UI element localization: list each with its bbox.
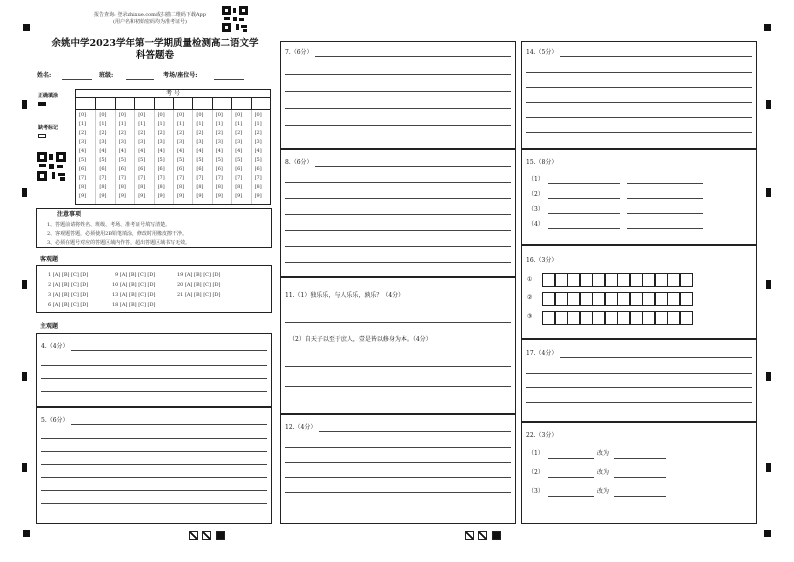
name-field[interactable] (62, 79, 92, 80)
objective-item[interactable]: 6 [A] [B] [C] [D] (48, 302, 89, 308)
exam-digit-bubble[interactable]: [0] (196, 112, 204, 118)
notes-item: 1、答题前请将姓名、班级、考场、准考证号填写清楚。 (47, 222, 171, 228)
q8-box[interactable] (280, 149, 516, 277)
q22-label: 22.（3分） (526, 432, 558, 439)
q16-char-cell[interactable] (555, 273, 568, 287)
exam-digit-bubble[interactable]: [7] (235, 175, 243, 181)
q16-item: ③ (527, 313, 533, 320)
q16-char-cell[interactable] (680, 273, 693, 287)
exam-digit-bubble[interactable]: [7] (99, 175, 107, 181)
q5-label: 5.（6分） (41, 417, 69, 424)
exam-digit-bubble[interactable]: [9] (177, 193, 185, 199)
q16-char-cell[interactable] (630, 273, 643, 287)
q4-box[interactable] (36, 333, 272, 407)
exam-digit-bubble[interactable]: [1] (177, 121, 185, 127)
q16-label: 16.（3分） (526, 257, 558, 264)
exam-digit-bubble[interactable]: [7] (196, 175, 204, 181)
exam-digit-bubble[interactable]: [8] (177, 184, 185, 190)
q16-char-cell[interactable] (542, 292, 555, 306)
q15-box[interactable] (521, 149, 757, 245)
exam-digit-bubble[interactable]: [8] (235, 184, 243, 190)
exam-digit-bubble[interactable]: [4] (118, 148, 126, 154)
q16-char-cell[interactable] (630, 311, 643, 325)
q16-char-cell[interactable] (642, 273, 655, 287)
exam-digit-bubble[interactable]: [9] (215, 193, 223, 199)
q16-char-cell[interactable] (617, 292, 630, 306)
exam-number-column (154, 110, 173, 204)
exam-digit-bubble[interactable]: [2] (196, 130, 204, 136)
q15-label: 15.（8分） (526, 159, 558, 166)
q17-label: 17.（4分） (526, 350, 558, 357)
exam-digit-bubble[interactable]: [7] (177, 175, 185, 181)
class-field[interactable] (126, 79, 154, 80)
exam-digit-bubble[interactable]: [4] (254, 148, 262, 154)
exam-digit-bubble[interactable]: [2] (79, 130, 87, 136)
exam-number-column (192, 110, 211, 204)
exam-number-column (134, 110, 153, 204)
q16-char-cell[interactable] (555, 292, 568, 306)
exam-number-column (173, 110, 192, 204)
q16-char-cell[interactable] (605, 311, 618, 325)
exam-digit-bubble[interactable]: [4] (235, 148, 243, 154)
timing-mark (22, 100, 27, 109)
exam-digit-bubble[interactable]: [7] (157, 175, 165, 181)
exam-digit-bubble[interactable]: [2] (99, 130, 107, 136)
exam-digit-bubble[interactable]: [5] (157, 157, 165, 163)
exam-digit-bubble[interactable]: [1] (215, 121, 223, 127)
exam-digit-bubble[interactable]: [3] (196, 139, 204, 145)
timing-mark (766, 100, 771, 109)
exam-digit-bubble[interactable]: [6] (177, 166, 185, 172)
exam-number-cell[interactable] (212, 98, 213, 110)
exam-digit-bubble[interactable]: [0] (235, 112, 243, 118)
objective-title: 客观题 (40, 256, 59, 263)
objective-item[interactable]: 18 [A] [B] [C] [D] (112, 302, 156, 308)
exam-digit-bubble[interactable]: [4] (177, 148, 185, 154)
exam-digit-bubble[interactable]: [1] (157, 121, 165, 127)
exam-digit-bubble[interactable]: [3] (138, 139, 146, 145)
exam-digit-bubble[interactable]: [1] (118, 121, 126, 127)
exam-digit-bubble[interactable]: [9] (196, 193, 204, 199)
exam-number-cell[interactable] (134, 98, 135, 110)
q22-change: 改为 (597, 469, 610, 476)
exam-number-column (115, 110, 134, 204)
exam-number-cell[interactable] (251, 98, 252, 110)
q15-item: （2） (528, 191, 544, 198)
name-label: 姓名: (37, 72, 52, 79)
exam-digit-bubble[interactable]: [3] (235, 139, 243, 145)
exam-digit-bubble[interactable]: [1] (79, 121, 87, 127)
q8-label: 8.（6分） (285, 159, 313, 166)
q11b-label: （2）自天子以至于庶人，壹是皆以修身为本。（4分） (289, 336, 432, 343)
exam-digit-bubble[interactable]: [6] (157, 166, 165, 172)
absent-checkbox[interactable] (38, 134, 46, 138)
q16-char-cell[interactable] (592, 311, 605, 325)
exam-digit-bubble[interactable]: [9] (254, 193, 262, 199)
objective-item[interactable]: 19 [A] [B] [C] [D] (177, 272, 221, 278)
q16-char-cell[interactable] (567, 311, 580, 325)
exam-digit-bubble[interactable]: [2] (177, 130, 185, 136)
objective-item[interactable]: 21 [A] [B] [C] [D] (177, 292, 221, 298)
exam-digit-bubble[interactable]: [4] (157, 148, 165, 154)
q14-label: 14.（5分） (526, 49, 558, 56)
exam-number-column (212, 110, 231, 204)
exam-digit-bubble[interactable]: [1] (196, 121, 204, 127)
exam-digit-bubble[interactable]: [0] (177, 112, 185, 118)
exam-digit-bubble[interactable]: [5] (79, 157, 87, 163)
exam-number-cell[interactable] (173, 98, 174, 110)
notes-item: 2、客观题答题，必须使用2B铅笔填涂，修改时用橡皮擦干净。 (47, 231, 188, 237)
q16-char-cell[interactable] (592, 273, 605, 287)
exam-number-column (95, 110, 114, 204)
exam-digit-bubble[interactable]: [4] (79, 148, 87, 154)
exam-digit-bubble[interactable]: [5] (118, 157, 126, 163)
q4-label: 4.（4分） (41, 343, 69, 350)
q16-char-cell[interactable] (567, 273, 580, 287)
exam-digit-bubble[interactable]: [0] (215, 112, 223, 118)
exam-digit-bubble[interactable]: [0] (157, 112, 165, 118)
exam-digit-bubble[interactable]: [3] (157, 139, 165, 145)
exam-digit-bubble[interactable]: [0] (79, 112, 87, 118)
exam-digit-bubble[interactable]: [2] (235, 130, 243, 136)
q16-char-cell[interactable] (667, 292, 680, 306)
exam-digit-bubble[interactable]: [7] (138, 175, 146, 181)
q11a-label: 11.（1）独乐乐，与人乐乐，孰乐？（4分） (285, 292, 405, 299)
q16-box[interactable] (521, 245, 757, 339)
q16-char-cell[interactable] (680, 292, 693, 306)
exam-number-label: 考 号 (76, 90, 270, 98)
q5-box[interactable] (36, 407, 272, 524)
exam-digit-bubble[interactable]: [3] (79, 139, 87, 145)
exam-digit-bubble[interactable]: [2] (254, 130, 262, 136)
q16-char-cell[interactable] (655, 292, 668, 306)
exam-digit-bubble[interactable]: [7] (79, 175, 87, 181)
exam-digit-bubble[interactable]: [6] (138, 166, 146, 172)
exam-digit-bubble[interactable]: [2] (215, 130, 223, 136)
exam-digit-bubble[interactable]: [0] (118, 112, 126, 118)
q16-char-cell[interactable] (580, 311, 593, 325)
class-label: 班级: (99, 72, 114, 79)
objective-item[interactable]: 9 [A] [B] [C] [D] (115, 272, 156, 278)
q12-label: 12.（4分） (285, 424, 317, 431)
room-field[interactable] (214, 79, 244, 80)
q16-char-cell[interactable] (592, 292, 605, 306)
exam-digit-bubble[interactable]: [5] (196, 157, 204, 163)
exam-digit-bubble[interactable]: [8] (157, 184, 165, 190)
exam-digit-bubble[interactable]: [4] (138, 148, 146, 154)
q16-char-cell[interactable] (680, 311, 693, 325)
exam-digit-bubble[interactable]: [3] (254, 139, 262, 145)
objective-item[interactable]: 20 [A] [B] [C] [D] (177, 282, 221, 288)
exam-digit-bubble[interactable]: [1] (99, 121, 107, 127)
q7-box[interactable] (280, 41, 516, 149)
timing-mark (22, 188, 27, 197)
exam-digit-bubble[interactable]: [7] (254, 175, 262, 181)
absent-label: 缺考标记 (38, 125, 59, 131)
page-title: 余姚中学2023学年第一学期质量检测高二语文学 (51, 38, 259, 49)
exam-digit-bubble[interactable]: [8] (99, 184, 107, 190)
page-mark-left (189, 531, 229, 541)
exam-digit-bubble[interactable]: [5] (177, 157, 185, 163)
exam-number-column (76, 110, 95, 204)
exam-digit-bubble[interactable]: [2] (138, 130, 146, 136)
timing-mark (766, 372, 771, 381)
exam-digit-bubble[interactable]: [0] (138, 112, 146, 118)
exam-digit-bubble[interactable]: [8] (118, 184, 126, 190)
exam-digit-bubble[interactable]: [8] (138, 184, 146, 190)
corner-mark-bl (23, 530, 30, 537)
exam-digit-bubble[interactable]: [1] (235, 121, 243, 127)
exam-digit-bubble[interactable]: [6] (235, 166, 243, 172)
q15-item: （3） (528, 206, 544, 213)
exam-number-cell[interactable] (231, 98, 232, 110)
q16-char-cell[interactable] (580, 292, 593, 306)
objective-item[interactable]: 1 [A] [B] [C] [D] (48, 272, 89, 278)
q16-char-cell[interactable] (542, 273, 555, 287)
corner-mark-br (764, 530, 771, 537)
exam-digit-bubble[interactable]: [6] (196, 166, 204, 172)
exam-digit-bubble[interactable]: [6] (254, 166, 262, 172)
exam-digit-bubble[interactable]: [9] (118, 193, 126, 199)
q16-char-cell[interactable] (617, 273, 630, 287)
q16-char-cell[interactable] (642, 292, 655, 306)
exam-digit-bubble[interactable]: [8] (79, 184, 87, 190)
exam-digit-bubble[interactable]: [5] (215, 157, 223, 163)
timing-mark (22, 463, 27, 472)
q7-label: 7.（6分） (285, 49, 313, 56)
report-line: 报告查询: 登录zhixue.com或扫描二维码下载App (94, 12, 206, 18)
notes-item: 3、必须在题号对应的答题区域内作答，超出答题区域书写无效。 (47, 240, 191, 246)
correct-fill-sample (38, 102, 46, 106)
q22-change: 改为 (597, 450, 610, 457)
exam-number-cell[interactable] (115, 98, 116, 110)
q16-char-cell[interactable] (655, 273, 668, 287)
exam-digit-bubble[interactable]: [8] (196, 184, 204, 190)
room-label: 考场/座位号: (163, 72, 198, 79)
objective-item[interactable]: 10 [A] [B] [C] [D] (112, 282, 156, 288)
objective-box (36, 265, 272, 313)
exam-number-cell[interactable] (154, 98, 155, 110)
exam-digit-bubble[interactable]: [4] (99, 148, 107, 154)
top-qr-code (222, 6, 248, 32)
q16-char-cell[interactable] (630, 292, 643, 306)
exam-digit-bubble[interactable]: [1] (138, 121, 146, 127)
report-sub: (用户名和初始密码均为准考证号) (113, 19, 187, 25)
exam-digit-bubble[interactable]: [2] (118, 130, 126, 136)
exam-digit-bubble[interactable]: [6] (215, 166, 223, 172)
exam-digit-bubble[interactable]: [9] (157, 193, 165, 199)
exam-digit-bubble[interactable]: [9] (138, 193, 146, 199)
q22-item: （1） (528, 450, 544, 457)
exam-digit-bubble[interactable]: [3] (118, 139, 126, 145)
q22-item: （3） (528, 488, 544, 495)
q16-char-cell[interactable] (642, 311, 655, 325)
exam-digit-bubble[interactable]: [7] (215, 175, 223, 181)
timing-mark (766, 463, 771, 472)
exam-digit-bubble[interactable]: [9] (79, 193, 87, 199)
exam-number-grid (75, 89, 271, 205)
q16-char-cell[interactable] (667, 311, 680, 325)
timing-mark (766, 188, 771, 197)
q16-char-cell[interactable] (555, 311, 568, 325)
exam-number-cell[interactable] (95, 98, 96, 110)
q17-box[interactable] (521, 339, 757, 422)
exam-digit-bubble[interactable]: [1] (254, 121, 262, 127)
notes-title: 注意事项 (57, 211, 82, 218)
q15-item: （1） (528, 176, 544, 183)
q14-box[interactable] (521, 41, 757, 149)
q16-char-cell[interactable] (542, 311, 555, 325)
subjective-title: 主观题 (40, 323, 59, 330)
q16-item: ① (527, 276, 533, 283)
page-mark-right (465, 531, 505, 541)
timing-mark (766, 280, 771, 289)
q22-change: 改为 (597, 488, 610, 495)
q16-char-cell[interactable] (605, 292, 618, 306)
timing-mark (22, 280, 27, 289)
q15-item: （4） (528, 221, 544, 228)
exam-digit-bubble[interactable]: [5] (138, 157, 146, 163)
q12-box[interactable] (280, 414, 516, 524)
q16-char-cell[interactable] (617, 311, 630, 325)
q11-box[interactable] (280, 277, 516, 414)
exam-digit-bubble[interactable]: [8] (215, 184, 223, 190)
exam-digit-bubble[interactable]: [9] (235, 193, 243, 199)
corner-mark-tl (23, 24, 30, 31)
notes-box (36, 208, 272, 248)
exam-digit-bubble[interactable]: [0] (254, 112, 262, 118)
exam-digit-bubble[interactable]: [8] (254, 184, 262, 190)
q16-char-cell[interactable] (655, 311, 668, 325)
exam-digit-bubble[interactable]: [5] (235, 157, 243, 163)
exam-digit-bubble[interactable]: [4] (215, 148, 223, 154)
exam-digit-bubble[interactable]: [3] (99, 139, 107, 145)
exam-digit-bubble[interactable]: [6] (99, 166, 107, 172)
exam-number-column (251, 110, 270, 204)
exam-digit-bubble[interactable]: [3] (177, 139, 185, 145)
q22-box[interactable] (521, 422, 757, 524)
exam-digit-bubble[interactable]: [3] (215, 139, 223, 145)
q16-char-cell[interactable] (567, 292, 580, 306)
exam-digit-bubble[interactable]: [6] (79, 166, 87, 172)
objective-item[interactable]: 13 [A] [B] [C] [D] (112, 292, 156, 298)
objective-item[interactable]: 2 [A] [B] [C] [D] (48, 282, 89, 288)
q16-char-cell[interactable] (667, 273, 680, 287)
student-qr-code (37, 152, 66, 181)
exam-digit-bubble[interactable]: [4] (196, 148, 204, 154)
exam-digit-bubble[interactable]: [2] (157, 130, 165, 136)
q16-item: ② (527, 294, 533, 301)
exam-digit-bubble[interactable]: [7] (118, 175, 126, 181)
correct-fill-label: 正确填涂 (38, 93, 59, 99)
q16-char-cell[interactable] (605, 273, 618, 287)
exam-digit-bubble[interactable]: [6] (118, 166, 126, 172)
exam-digit-bubble[interactable]: [9] (99, 193, 107, 199)
exam-digit-bubble[interactable]: [5] (254, 157, 262, 163)
exam-digit-bubble[interactable]: [0] (99, 112, 107, 118)
exam-number-cell[interactable] (192, 98, 193, 110)
objective-item[interactable]: 3 [A] [B] [C] [D] (48, 292, 89, 298)
exam-number-column (231, 110, 250, 204)
timing-mark (22, 372, 27, 381)
page-title-line2: 科答题卷 (135, 50, 174, 61)
q16-char-cell[interactable] (580, 273, 593, 287)
corner-mark-tr (764, 24, 771, 31)
q22-item: （2） (528, 469, 544, 476)
exam-digit-bubble[interactable]: [5] (99, 157, 107, 163)
